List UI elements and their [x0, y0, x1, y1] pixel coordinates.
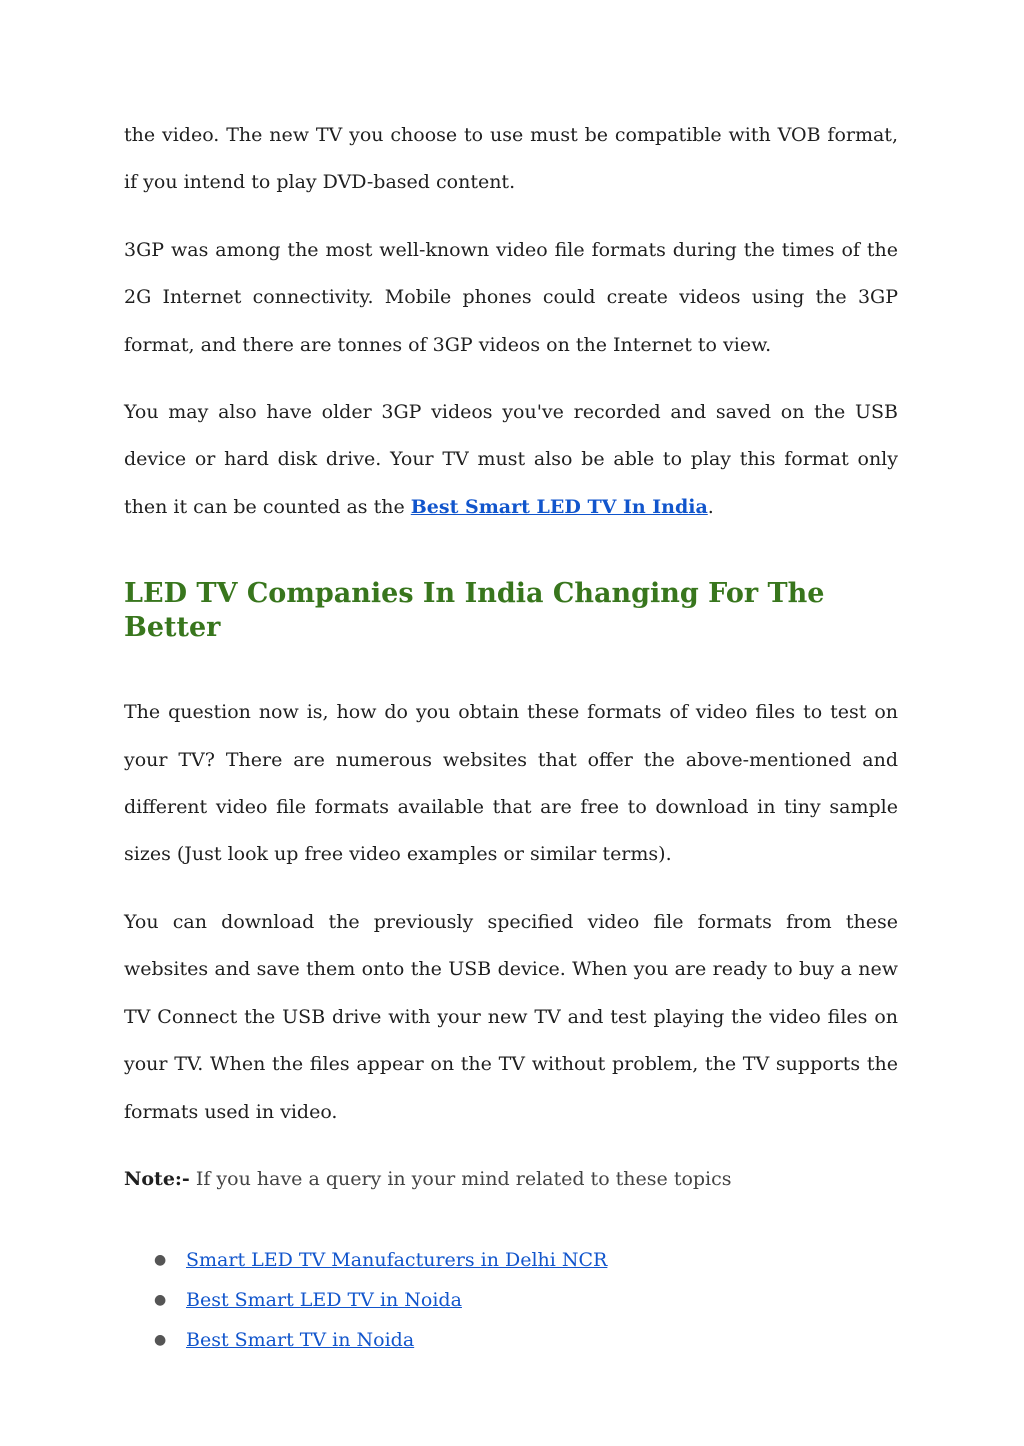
document-page: [124, 112, 898, 1360]
paragraph-older-videos-text: You may also have older 3GP videos you've recorded and saved on the USB device or hard disk drive. Your TV must also be able to play this format only then it can be counted as the: [124, 401, 898, 518]
section-heading: LED TV Companies In India Changing For The Better: [124, 578, 825, 644]
paragraph-older-videos: [124, 389, 898, 531]
paragraph-obtain-formats: The question now is, how do you obtain these formats of video files to test on your TV? There are numerous websites that offer the above-mentioned and different video file formats available that are free to download in tiny sample sizes (Just look up free video examples or similar terms).: [124, 701, 898, 866]
link-smart-led-tv-manufacturers[interactable]: Smart LED TV Manufacturers in Delhi NCR: [186, 1249, 608, 1272]
note-text: If you have a query in your mind related to these topics: [189, 1167, 732, 1190]
bullet-icon: ●: [154, 1292, 167, 1309]
note-line: [124, 1156, 898, 1203]
link-best-smart-tv-noida[interactable]: Best Smart TV in Noida: [186, 1328, 415, 1351]
bullet-icon: ●: [154, 1331, 167, 1348]
link-best-smart-led-tv-noida[interactable]: Best Smart LED TV in Noida: [186, 1289, 462, 1312]
list-item: [124, 1281, 898, 1321]
note-label: Note:-: [124, 1167, 190, 1190]
list-item: [124, 1321, 898, 1361]
bullet-icon: ●: [154, 1252, 167, 1269]
list-item: [124, 1241, 898, 1281]
related-links-list: [124, 1241, 898, 1360]
paragraph-3gp-formats: 3GP was among the most well-known video file formats during the times of the 2G Internet connectivity. Mobile phones could create videos using the 3GP format, and there are tonnes of 3GP videos on the Internet to view.: [124, 238, 898, 356]
paragraph-vob-format: the video. The new TV you choose to use must be compatible with VOB format, if you intend to play DVD-based content.: [124, 124, 898, 194]
paragraph-download-formats: You can download the previously specified video file formats from these websites and save them onto the USB device. When you are ready to buy a new TV Connect the USB drive with your new TV and test playing the video files on your TV. When the files appear on the TV without problem, the TV supports the formats used in video.: [124, 910, 898, 1123]
best-smart-led-tv-link[interactable]: Best Smart LED TV In India: [410, 495, 708, 518]
paragraph-older-videos-end: .: [707, 495, 714, 518]
